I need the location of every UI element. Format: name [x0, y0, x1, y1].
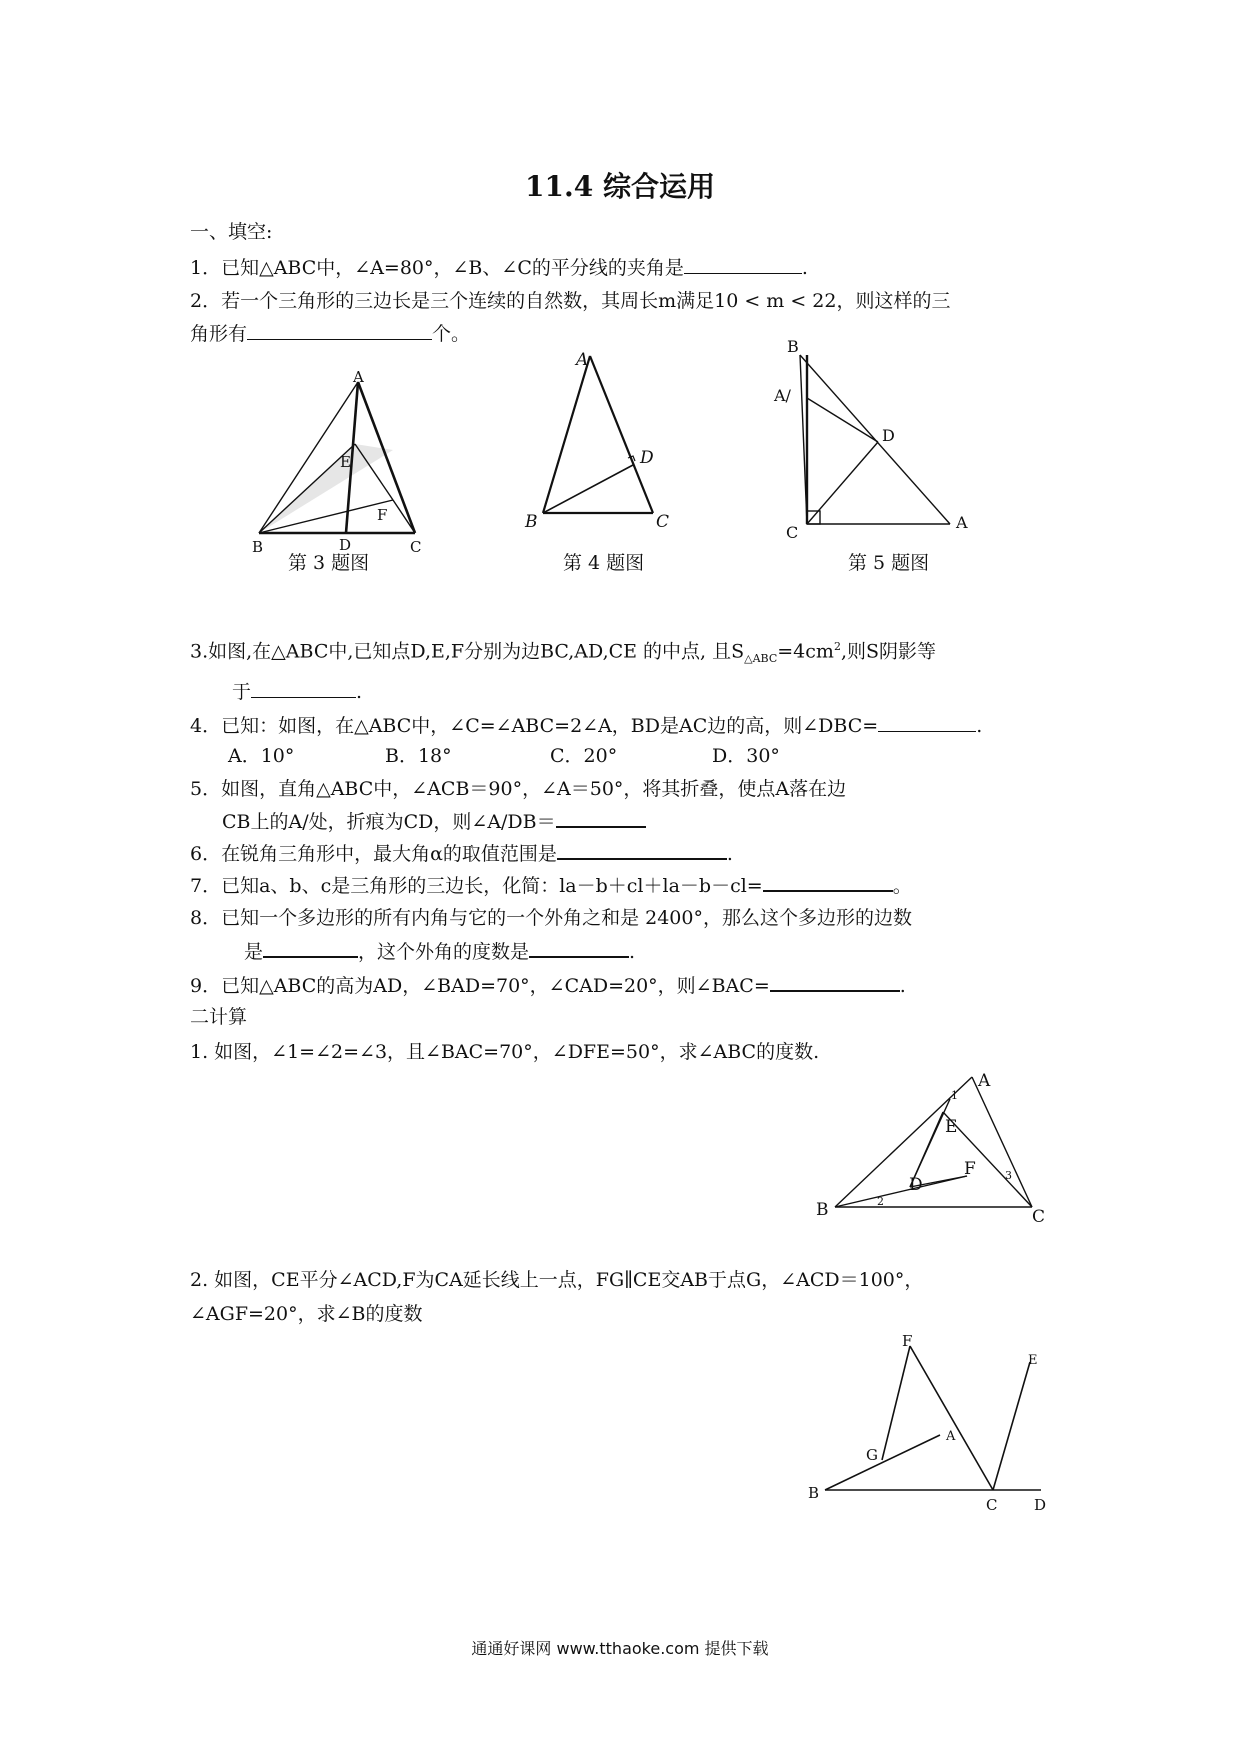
label-A: A: [978, 1071, 991, 1091]
question-9: [190, 972, 906, 998]
label-A-prime: A/: [774, 386, 791, 405]
question-8-line1: 8．已知一个多边形的所有内角与它的一个外角之和是 2400°，那么这个多边形的边数: [190, 907, 912, 929]
label-D: D: [640, 448, 654, 468]
question-4-end: .: [976, 715, 983, 737]
shaded-region: [259, 444, 393, 533]
footer-source: 通通好课网 www.tthaoke.com 提供下载: [471, 1639, 769, 1658]
question-3-text: 3.如图,在△ABC中,已知点D,E,F分别为边BC,AD,CE 的中点, 且S: [190, 640, 745, 663]
calc-figure-2: [800, 1330, 1060, 1530]
figure-5: [770, 335, 990, 545]
question-6: [190, 840, 733, 866]
answer-blank-4[interactable]: [878, 713, 976, 732]
question-7-end: 。: [892, 875, 912, 897]
question-8-end: .: [629, 941, 636, 963]
label-B: B: [787, 337, 799, 356]
answer-blank-6[interactable]: [557, 840, 727, 860]
calc-figure-1: [815, 1062, 1065, 1232]
calc-question-2-line1: 2. 如图，CE平分∠ACD,F为CA延长线上一点，FG∥CE交AB于点G，∠ACD＝100°，: [190, 1269, 924, 1291]
label-A: A: [956, 513, 968, 532]
label-C: C: [410, 538, 422, 556]
figure-3: [250, 370, 440, 570]
question-5-line2: [222, 808, 646, 834]
question-2-line1: 2．若一个三角形的三边长是三个连续的自然数，其周长m满足10 < m < 22，则这样的三: [190, 290, 951, 312]
label-E: E: [945, 1117, 958, 1137]
label-A: A: [353, 370, 364, 386]
label-F: F: [902, 1332, 913, 1350]
label-D: D: [339, 536, 352, 554]
question-3-sub: △ABC: [744, 652, 778, 666]
question-4-text: 4．已知：如图，在△ABC中，∠C=∠ABC=2∠A，BD是AC边的高，则∠DBC=: [190, 715, 879, 737]
question-9-end: .: [899, 975, 906, 997]
label-F: F: [964, 1159, 976, 1179]
caption-fig3: 第 3 题图: [288, 552, 370, 574]
answer-blank-1[interactable]: [684, 255, 802, 274]
answer-blank-3[interactable]: [251, 679, 356, 698]
answer-blank-9[interactable]: [770, 972, 900, 992]
question-4-option-d[interactable]: D．30°: [712, 745, 780, 767]
figure-4: [520, 345, 680, 535]
question-4-option-b[interactable]: B．18°: [385, 745, 452, 767]
label-D: D: [1034, 1496, 1047, 1514]
question-3-line2: [232, 679, 362, 704]
question-8-line2: [244, 938, 635, 964]
answer-blank-8a[interactable]: [263, 938, 358, 958]
label-D: D: [882, 426, 895, 445]
question-6-text: 6．在锐角三角形中，最大角α的取值范围是: [190, 843, 557, 865]
label-B: B: [252, 538, 264, 556]
question-2-line2: [190, 321, 470, 346]
label-B: B: [525, 512, 538, 532]
question-4: [190, 713, 982, 738]
label-G: G: [866, 1446, 878, 1464]
section-heading-fill-blank: 一、填空:: [190, 221, 273, 243]
question-1: [190, 255, 808, 280]
calc-question-1: 1. 如图，∠1=∠2=∠3，且∠BAC=70°，∠DFE=50°，求∠ABC的度数.: [190, 1041, 820, 1063]
answer-blank-5[interactable]: [556, 808, 646, 828]
question-2-pre: 角形有: [190, 323, 248, 345]
label-E: E: [340, 453, 351, 471]
label-angle-2: 2: [877, 1195, 884, 1208]
question-9-text: 9．已知△ABC的高为AD，∠BAD=70°，∠CAD=20°，则∠BAC=: [190, 975, 770, 997]
question-8-mid: ，这个外角的度数是: [358, 941, 530, 963]
question-4-option-c[interactable]: C．20°: [550, 745, 618, 767]
label-D: D: [909, 1175, 923, 1195]
question-3-end: .: [356, 681, 363, 703]
question-4-option-a[interactable]: A．10°: [228, 745, 295, 767]
section-heading-calculation: 二计算: [190, 1006, 248, 1028]
label-C: C: [1032, 1207, 1046, 1227]
answer-blank-7[interactable]: [763, 872, 893, 892]
caption-fig5: 第 5 题图: [848, 552, 930, 574]
question-1-end: .: [801, 257, 808, 279]
label-angle-3: 3: [1005, 1169, 1012, 1182]
calc-question-2-line2: ∠AGF=20°，求∠B的度数: [190, 1303, 423, 1325]
label-B: B: [808, 1484, 820, 1502]
question-5-line1: 5．如图，直角△ABC中，∠ACB＝90°，∠A＝50°，将其折叠，使点A落在边: [190, 778, 847, 800]
answer-blank-8b[interactable]: [529, 938, 629, 958]
question-7-text: 7．已知a、b、c是三角形的三边长，化简：la－b＋cl＋la－b－cl=: [190, 875, 763, 897]
label-F: F: [377, 506, 388, 524]
caption-fig4: 第 4 题图: [563, 552, 645, 574]
question-6-end: .: [726, 843, 733, 865]
label-A: A: [946, 1429, 956, 1444]
question-3-line1: [190, 635, 936, 671]
question-7: [190, 872, 912, 898]
label-C: C: [986, 1496, 998, 1514]
question-1-text: 1．已知△ABC中，∠A=80°，∠B、∠C的平分线的夹角是: [190, 257, 684, 279]
question-8-pre: 是: [244, 941, 264, 963]
question-3-pre: 于: [232, 681, 252, 703]
label-angle-1: 1: [951, 1089, 958, 1102]
page-title: 11.4 综合运用: [525, 170, 715, 203]
question-3-sup: 2: [833, 640, 841, 653]
label-B: B: [816, 1200, 829, 1220]
question-3-eq: =4cm: [777, 640, 834, 663]
answer-blank-2[interactable]: [247, 321, 432, 340]
question-3-rest: ,则S阴影等: [840, 640, 936, 663]
question-2-post: 个。: [432, 323, 471, 345]
question-5-text: CB上的A/处，折痕为CD，则∠A/DB＝: [222, 811, 556, 833]
label-C: C: [786, 523, 799, 542]
label-E: E: [1028, 1353, 1038, 1368]
label-C: C: [656, 512, 670, 532]
label-A: A: [576, 350, 589, 370]
